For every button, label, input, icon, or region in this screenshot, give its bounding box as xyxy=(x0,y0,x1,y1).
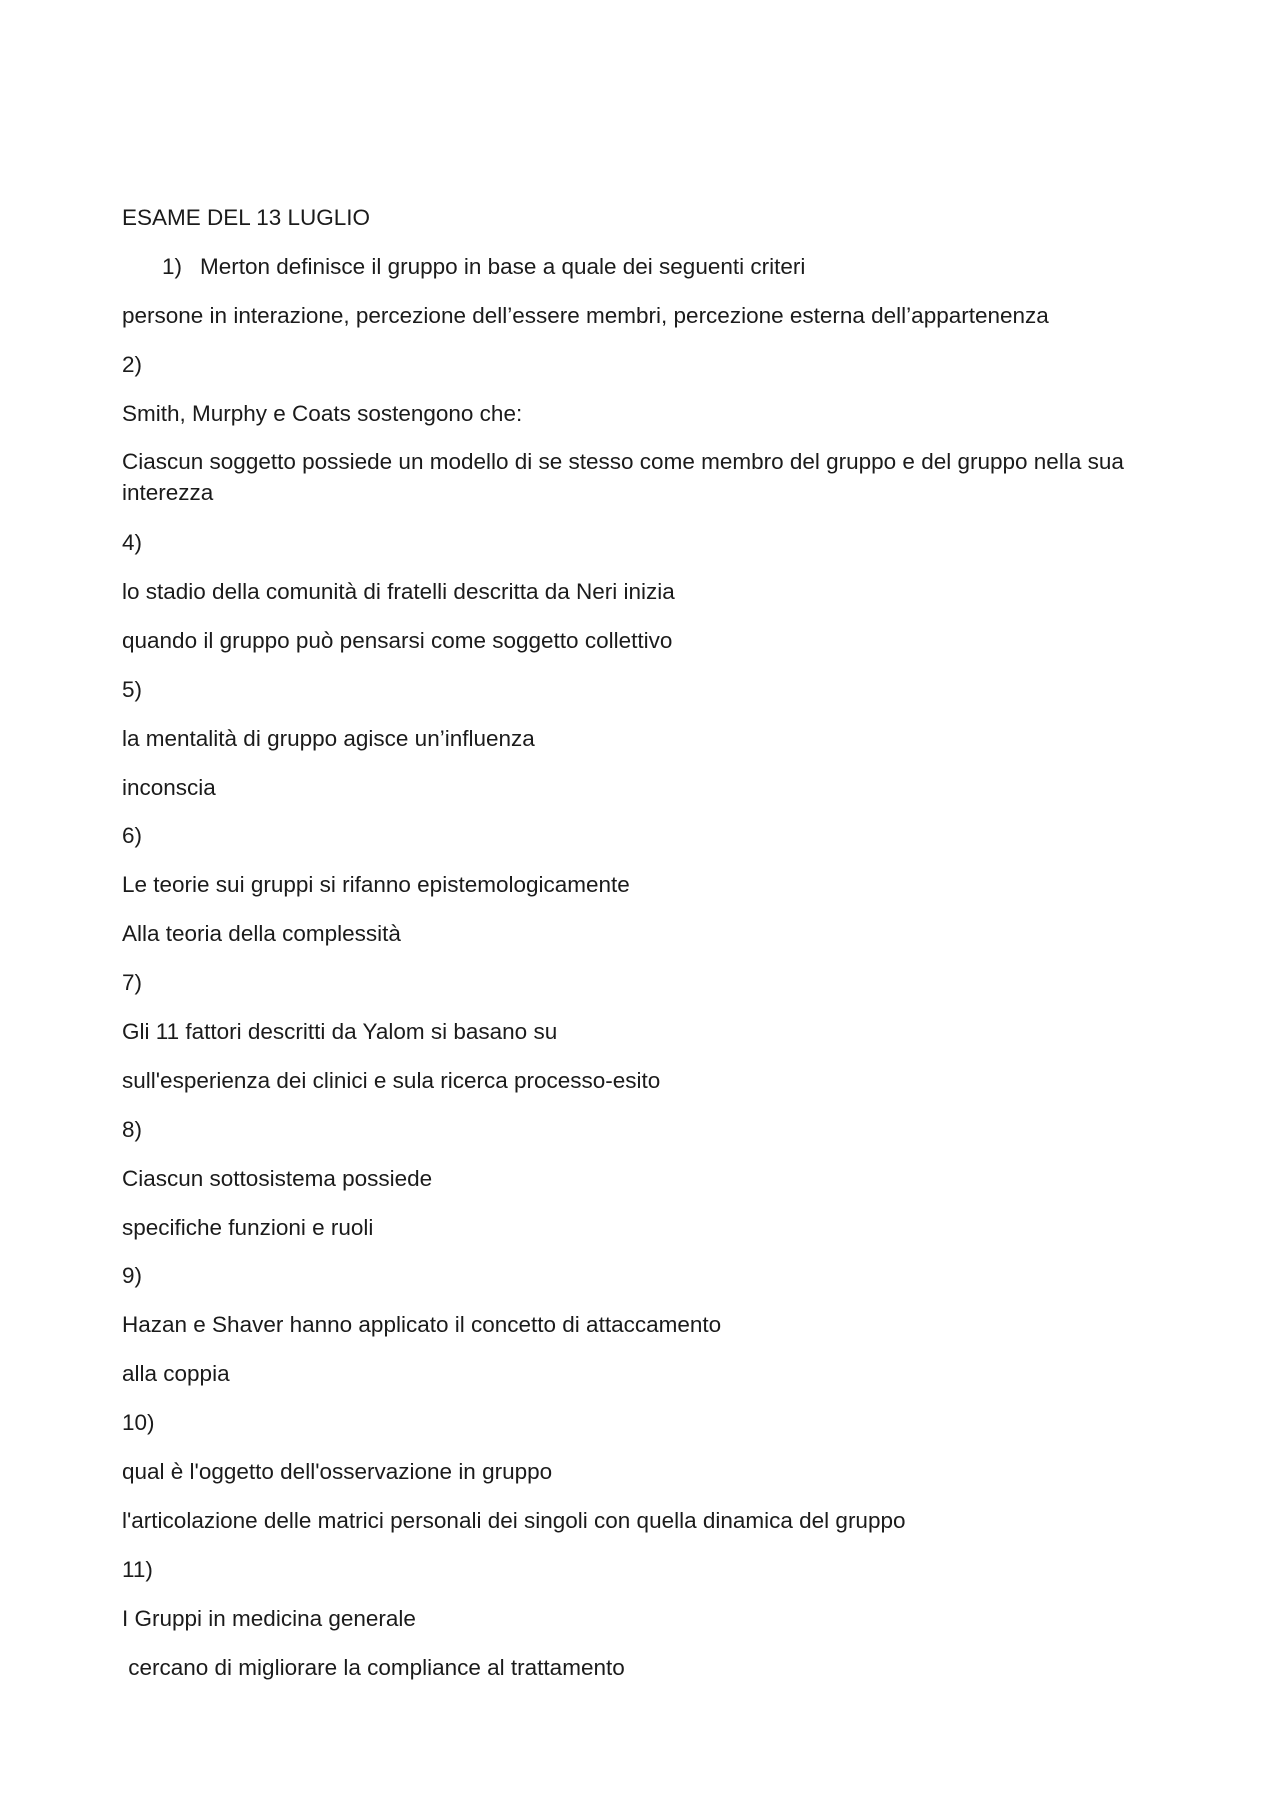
question-number: 11) xyxy=(122,1557,153,1582)
answer-text: alla coppia xyxy=(122,1361,230,1386)
answer-text: sull'esperienza dei clinici e sula ricerca processo-esito xyxy=(122,1068,661,1093)
question-number: 2) xyxy=(122,352,143,377)
answer-text: l'articolazione delle matrici personali dei singoli con quella dinamica del gruppo xyxy=(122,1508,906,1533)
question-text: lo stadio della comunità di fratelli descritta da Neri inizia xyxy=(122,579,675,604)
answer-text: specifiche funzioni e ruoli xyxy=(122,1215,374,1240)
question-number: 8) xyxy=(122,1117,143,1142)
question-text: Gli 11 fattori descritti da Yalom si basano su xyxy=(122,1019,558,1044)
answer-text: quando il gruppo può pensarsi come soggetto collettivo xyxy=(122,628,673,653)
question-text: qual è l'oggetto dell'osservazione in gruppo xyxy=(122,1459,553,1484)
question-text: Hazan e Shaver hanno applicato il concetto di attaccamento xyxy=(122,1312,722,1337)
answer-text: persone in interazione, percezione dell’essere membri, percezione esterna dell’appartenenza xyxy=(122,303,1049,328)
answer-text: inconscia xyxy=(122,775,216,800)
list-item-number: 1) xyxy=(162,254,183,279)
question-text: Smith, Murphy e Coats sostengono che: xyxy=(122,401,523,426)
question-text: I Gruppi in medicina generale xyxy=(122,1606,416,1631)
document-title: ESAME DEL 13 LUGLIO xyxy=(122,205,371,230)
list-item-question-1 xyxy=(162,251,1202,282)
question-text: Ciascun sottosistema possiede xyxy=(122,1166,433,1191)
answer-text: Alla teoria della complessità xyxy=(122,921,401,946)
question-number: 4) xyxy=(122,530,143,555)
question-number: 6) xyxy=(122,823,143,848)
question-text: Le teorie sui gruppi si rifanno epistemologicamente xyxy=(122,872,630,897)
answer-text: Ciascun soggetto possiede un modello di se stesso come membro del gruppo e del gruppo nella sua interezza xyxy=(122,449,1124,505)
question-text: Merton definisce il gruppo in base a quale dei seguenti criteri xyxy=(200,254,806,279)
question-number: 5) xyxy=(122,677,143,702)
question-number: 10) xyxy=(122,1410,155,1435)
question-number: 9) xyxy=(122,1263,143,1288)
question-number: 7) xyxy=(122,970,143,995)
question-text: la mentalità di gruppo agisce un’influenza xyxy=(122,726,535,751)
answer-text: cercano di migliorare la compliance al trattamento xyxy=(122,1655,625,1680)
